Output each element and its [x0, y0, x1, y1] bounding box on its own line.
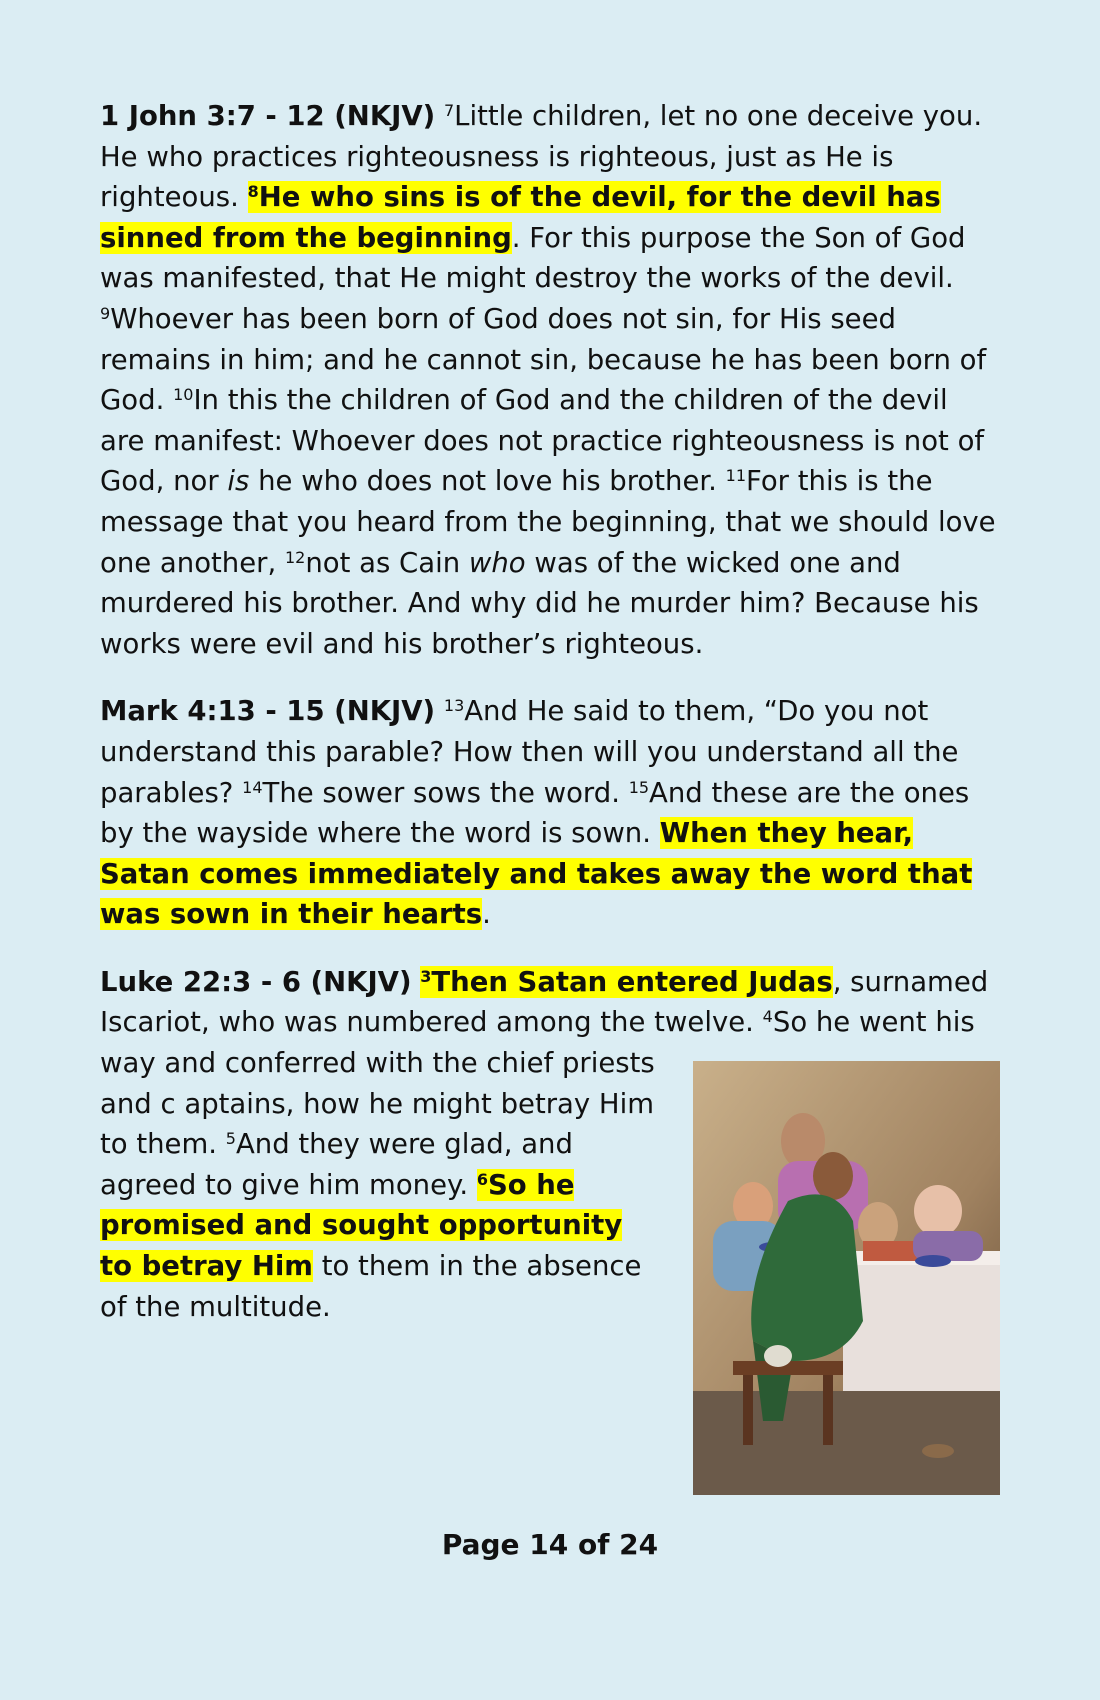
- document-body: [100, 96, 1000, 1532]
- verse-number: 7: [443, 101, 455, 120]
- verse-text: . For this purpose the Son of God was manifested, that He might destroy the works of the devil.: [100, 221, 966, 295]
- passage-reference: 1 John 3:7 - 12 (NKJV): [100, 100, 436, 132]
- verse-text: , surnamed Iscariot, who was numbered among the twelve.: [100, 965, 989, 1039]
- verse-number: 11: [725, 466, 747, 486]
- passage-reference: Luke 22:3 - 6 (NKJV): [100, 965, 412, 998]
- verse-text: For this is the message that you heard from the beginning, that we should love one another,: [100, 465, 996, 579]
- highlighted-verse-text: When they hear, Satan comes immediately and takes away the word that was sown in their hearts: [100, 817, 973, 931]
- passage-mark: [100, 691, 1000, 935]
- verse-number: 5: [225, 1129, 236, 1149]
- verse-text: In this the children of God and the children of the devil are manifest: Whoever does not practice righteousness is not of God, nor: [100, 384, 985, 498]
- verse-text: And these are the ones by the wayside where the word is sown.: [100, 776, 970, 850]
- highlighted-verse-text: Then Satan entered Judas: [431, 965, 833, 998]
- verse-text: he who does not love his brother.: [249, 465, 726, 498]
- verse-text: .: [482, 898, 491, 931]
- verse-number: 15: [628, 777, 650, 797]
- verse-number: 13: [443, 696, 465, 716]
- verse-text: So he went his way and conferred with the chief priests and c aptains, how he might betray Him to them.: [100, 1006, 975, 1161]
- highlighted-verse-text: He who sins is of the devil, for the devil has sinned from the beginning: [100, 181, 941, 254]
- verse-number: 12: [284, 547, 306, 567]
- verse-text: And they were glad, and agreed to give him money.: [100, 1128, 573, 1201]
- verse-text: to them in the absence of the multitude.: [100, 1250, 642, 1323]
- verse-number: 4: [762, 1007, 773, 1027]
- italic-word: is: [227, 465, 250, 498]
- verse-number: 9: [100, 303, 111, 323]
- verse-text: was of the wicked one and murdered his brother. And why did he murder him? Because his works were evil and his brother’s righteous.: [100, 546, 979, 660]
- verse-text: Whoever has been born of God does not sin, for His seed remains in him; and he cannot sin, because he has been born of God.: [100, 302, 987, 417]
- verse-text: And He said to them, “Do you not understand this parable? How then will you understand all the parables?: [100, 695, 959, 809]
- verse-text: The sower sows the word.: [262, 776, 629, 809]
- passage-1-john: [100, 96, 1000, 664]
- verse-text: not as Cain: [305, 546, 469, 579]
- judas-painting-image: [693, 1061, 1000, 1495]
- highlighted-verse-text: So he promised and sought opportunity to betray Him: [100, 1168, 623, 1283]
- passage-luke: [100, 962, 1000, 1505]
- verse-number: 8: [247, 182, 259, 202]
- italic-word: who: [468, 546, 526, 579]
- verse-number: 3: [420, 966, 432, 986]
- verse-number: 6: [476, 1169, 488, 1189]
- page-number: Page 14 of 24: [441, 1528, 659, 1561]
- verse-number: 14: [242, 777, 263, 797]
- passage-reference: Mark 4:13 - 15 (NKJV): [100, 695, 436, 728]
- verse-number: 10: [173, 385, 194, 405]
- verse-text: Little children, let no one deceive you. He who practices righteousness is righteous, just as He is righteous.: [100, 100, 983, 214]
